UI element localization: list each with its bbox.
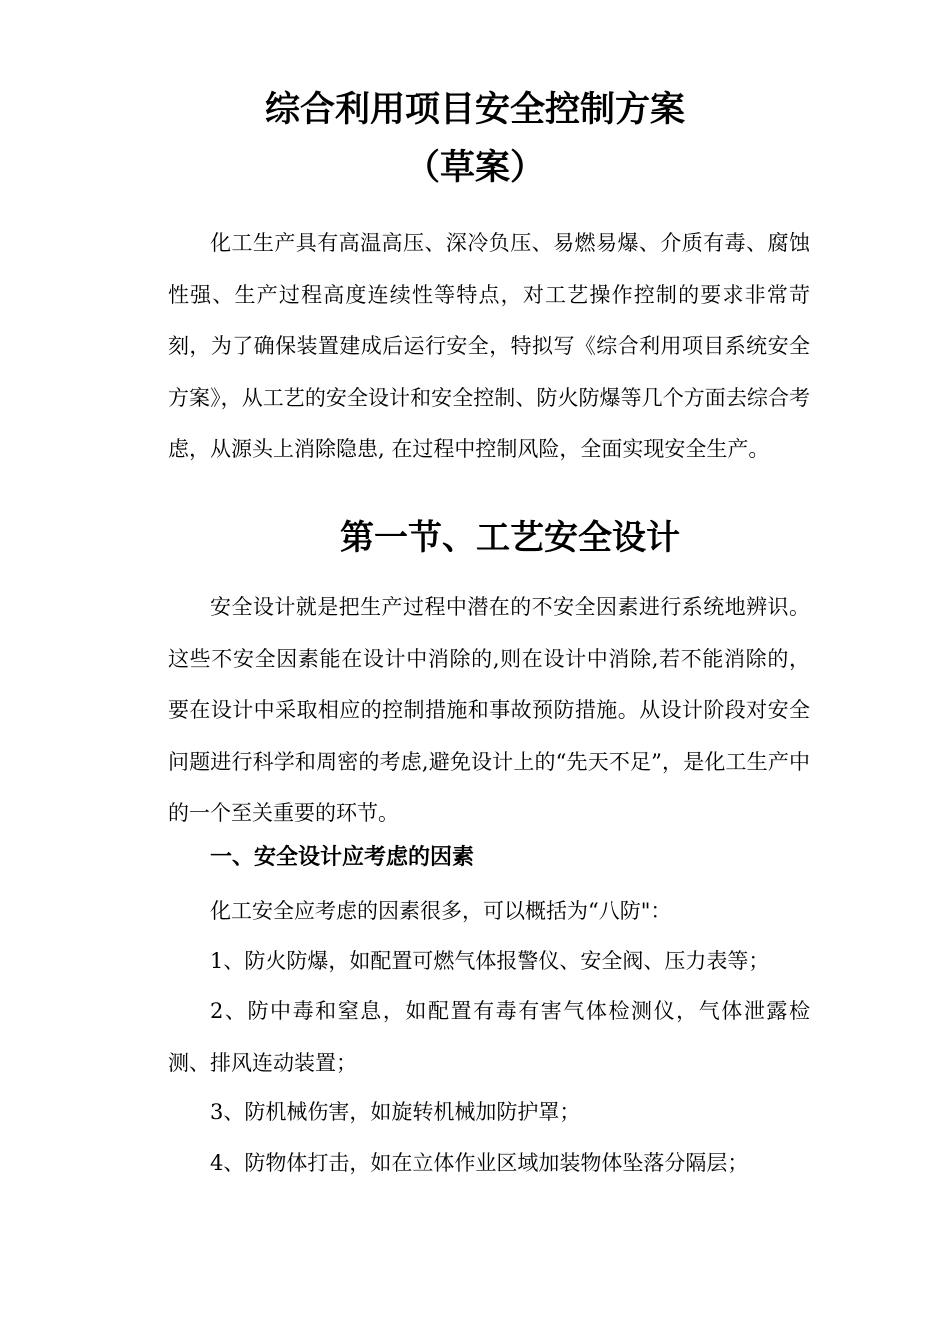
intro-paragraph: 化工生产具有高温高压、深冷负压、易燃易爆、介质有毒、腐蚀性强、生产过程高度连续性等特点，对工艺操作控制的要求非常苛刻，为了确保装置建成后运行安全，特拟写《综合利用项目系统安全方案》，从工艺的安全设计和安全控制、防火防爆等几个方面去综合考虑，从源头上消除隐患, 在过程中控制风险，全面实现安全生产。 bbox=[168, 231, 810, 461]
document-title: 综合利用项目安全控制方案 bbox=[264, 90, 685, 130]
subsection-intro: 化工安全应考虑的因素很多，可以概括为“八防"： bbox=[210, 899, 672, 923]
document-subtitle: （草案） bbox=[404, 148, 545, 188]
list-item: 4、防物体打击，如在立体作业区域加装物体坠落分隔层； bbox=[210, 1151, 749, 1175]
section-paragraph: 安全设计就是把生产过程中潜在的不安全因素进行系统地辨识。这些不安全因素能在设计中消除的,则在设计中消除,若不能消除的，要在设计中采取相应的控制措施和事故预防措施。从设计阶段对安全问题进行科学和周密的考虑,避免设计上的“先天不足”，是化工生产中的一个至关重要的环节。 bbox=[168, 595, 810, 825]
list-item: 2、防中毒和窒息，如配置有毒有害气体检测仪，气体泄露检测、排风连动装置； bbox=[168, 999, 810, 1075]
subsection-heading: 一、安全设计应考虑的因素 bbox=[210, 845, 475, 870]
list-item: 1、防火防爆，如配置可燃气体报警仪、安全阀、压力表等； bbox=[210, 949, 770, 973]
list-item: 3、防机械伤害，如旋转机械加防护罩； bbox=[210, 1100, 581, 1124]
section-heading: 第一节、工艺安全设计 bbox=[340, 518, 680, 558]
